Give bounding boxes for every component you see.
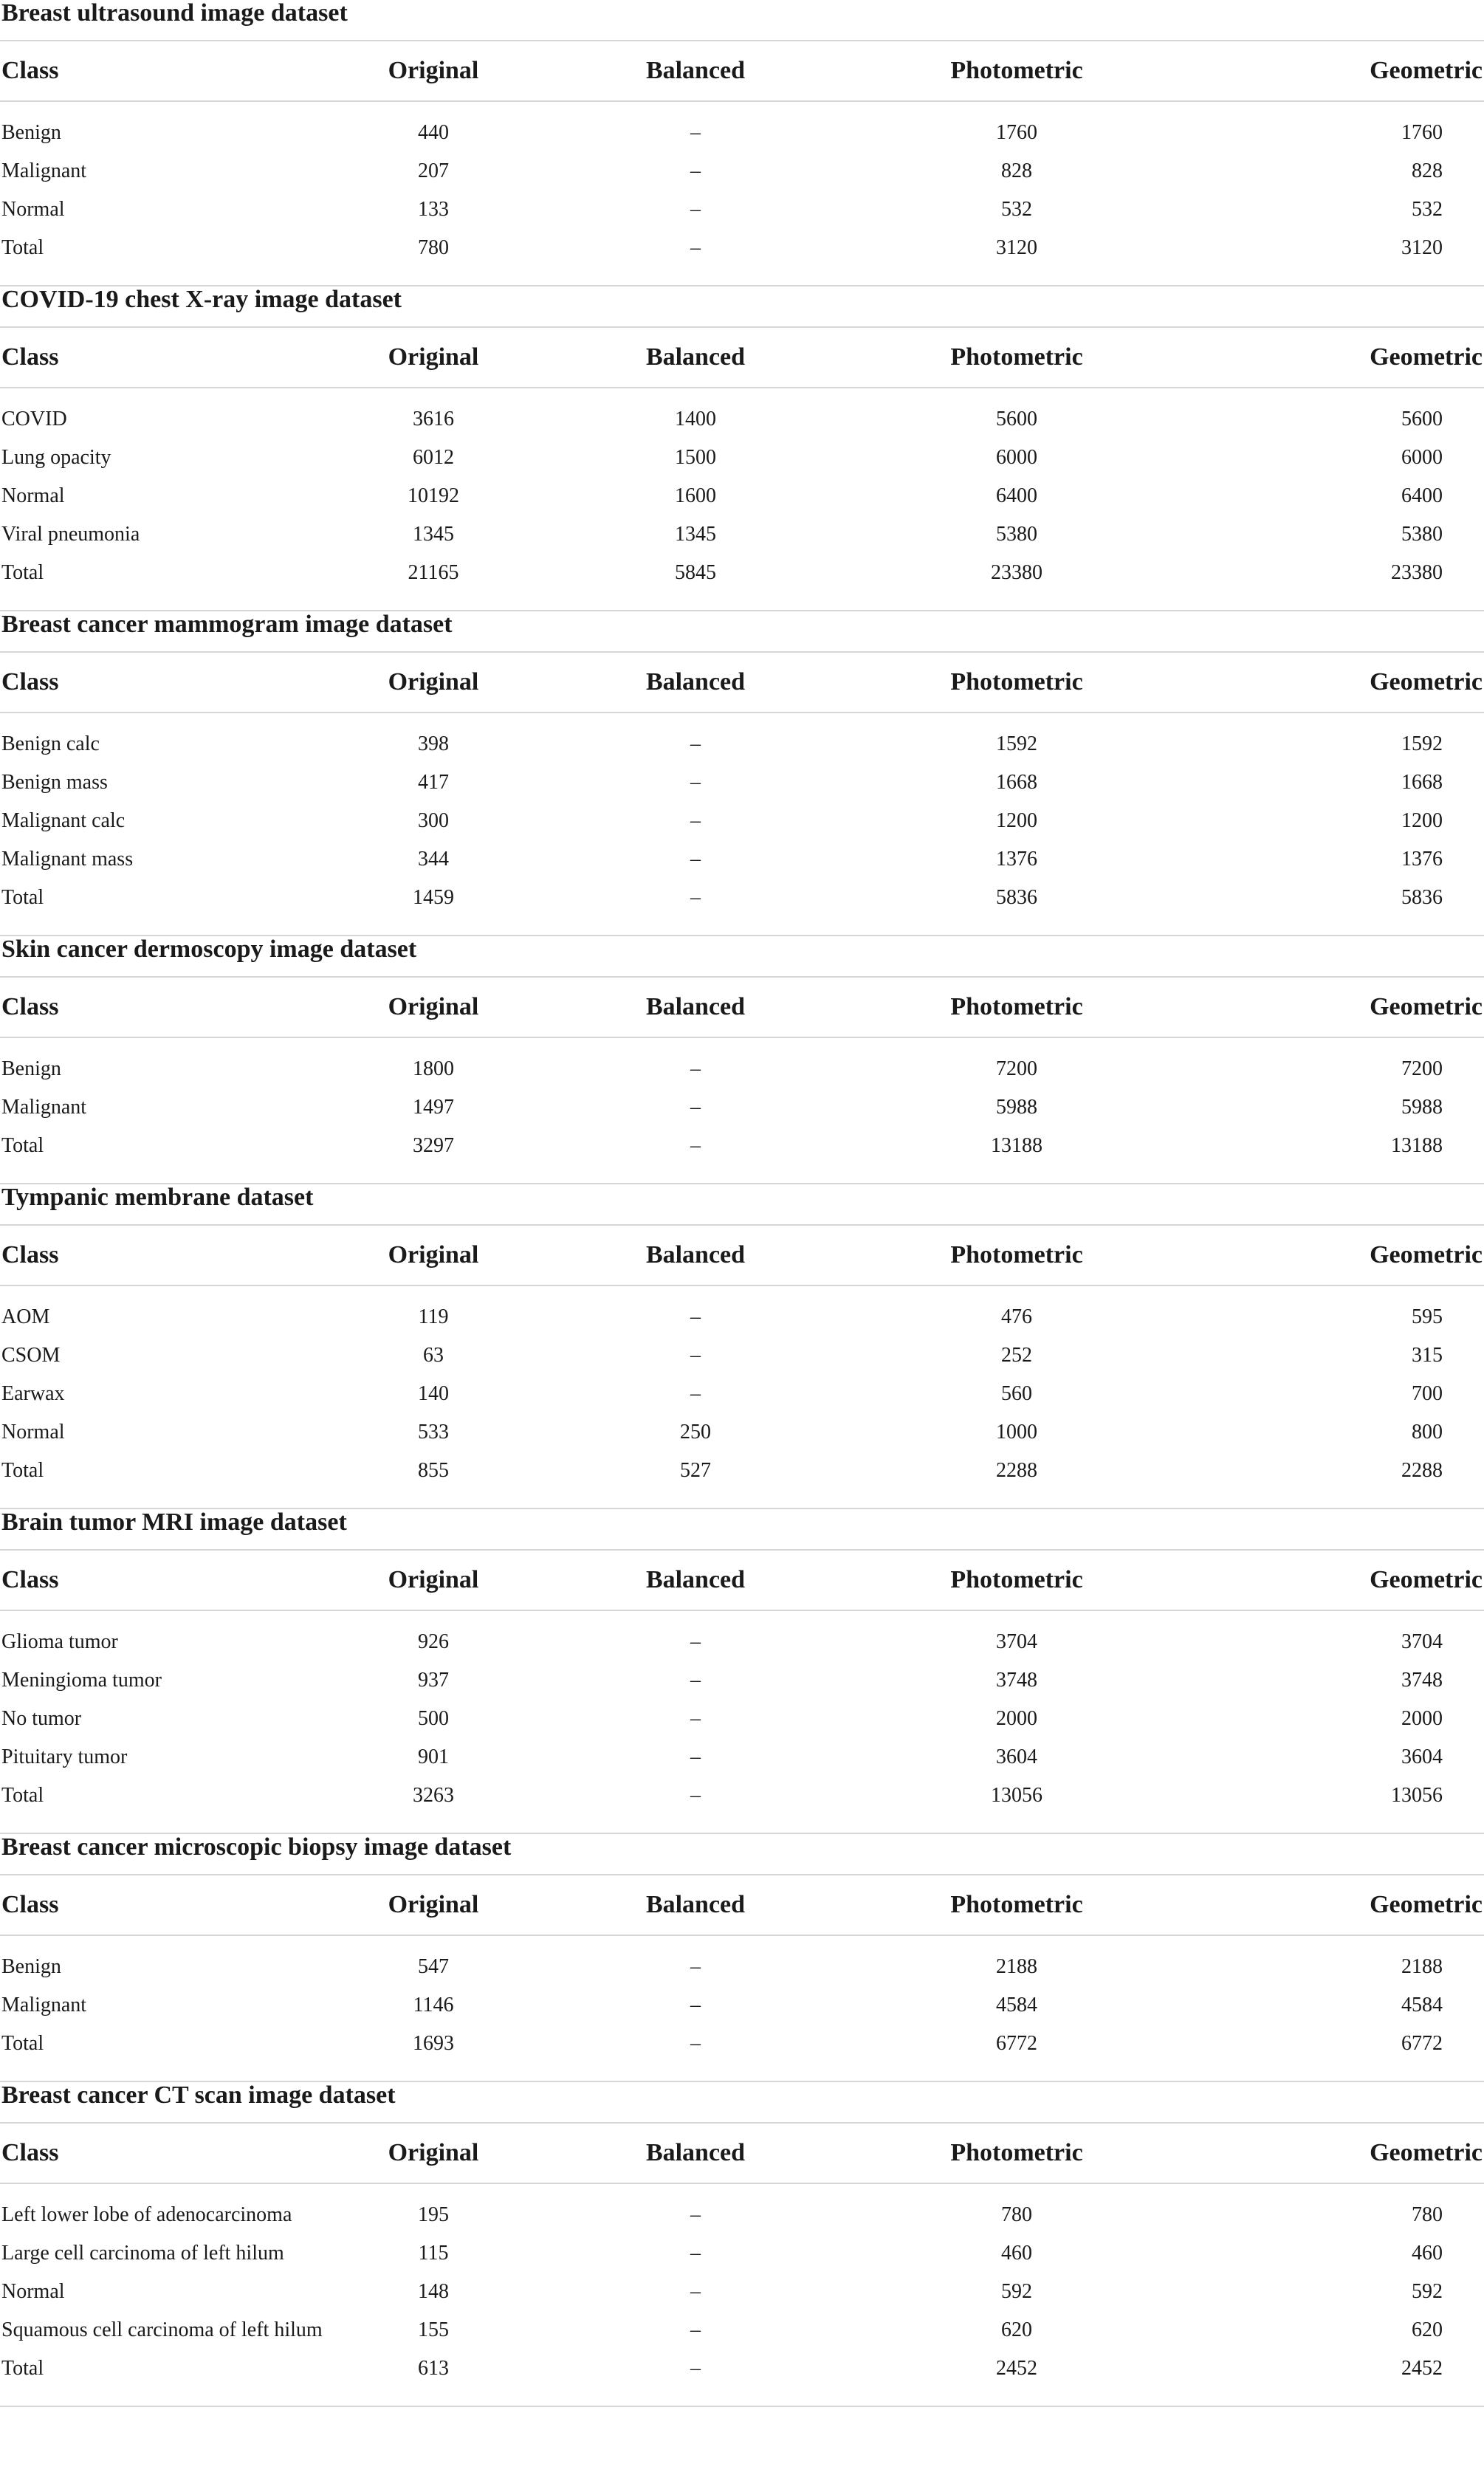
table-cell: 547 [418, 1955, 449, 1978]
table-cell: 780 [1001, 2203, 1032, 2226]
table-cell: 417 [418, 771, 449, 794]
table-row [0, 439, 1484, 477]
table-cell: – [690, 1305, 701, 1328]
table-cell: 4584 [996, 1994, 1037, 2016]
table-cell: – [690, 886, 701, 909]
section-title: Tympanic membrane dataset [0, 1184, 1484, 1226]
column-header: Class [1, 668, 59, 696]
table-cell: 700 [1412, 1382, 1443, 1405]
table-cell: 6000 [996, 446, 1037, 469]
table-body [0, 1611, 1484, 1834]
table-cell: 344 [418, 848, 449, 871]
column-header-row [0, 653, 1484, 713]
table-cell: – [690, 1382, 701, 1405]
table-cell: 148 [418, 2280, 449, 2303]
dataset-section [0, 2082, 1484, 2407]
table-cell: – [690, 2242, 701, 2265]
table-cell: Lung opacity [1, 446, 111, 469]
table-cell: 119 [418, 1305, 449, 1328]
table-row [0, 2311, 1484, 2349]
table-cell: Benign mass [1, 771, 108, 794]
column-header: Original [388, 668, 479, 696]
table-row [0, 1336, 1484, 1375]
table-cell: 3748 [1401, 1669, 1443, 1692]
table-row [0, 1738, 1484, 1777]
table-cell: 1200 [996, 809, 1037, 832]
table-cell: – [690, 1057, 701, 1080]
column-header: Original [388, 1891, 479, 1918]
table-row [0, 114, 1484, 152]
table-cell: Normal [1, 1421, 65, 1444]
table-cell: Viral pneumonia [1, 523, 140, 546]
table-row [0, 554, 1484, 592]
section-title: Breast cancer mammogram image dataset [0, 611, 1484, 653]
table-cell: Benign [1, 121, 61, 144]
table-cell: 5836 [996, 886, 1037, 909]
table-cell: Pituitary tumor [1, 1745, 128, 1768]
table-row [0, 1298, 1484, 1336]
column-header: Geometric [1370, 1566, 1483, 1593]
table-cell: Malignant [1, 1096, 87, 1119]
table-cell: 5380 [1401, 523, 1443, 546]
table-cell: 3120 [996, 236, 1037, 259]
table-cell: 155 [418, 2318, 449, 2341]
table-cell: 613 [418, 2357, 449, 2380]
column-header-row [0, 1875, 1484, 1936]
table-cell: 828 [1412, 159, 1443, 182]
column-header: Balanced [645, 2139, 746, 2166]
table-cell: 532 [1001, 198, 1032, 221]
table-row [0, 1700, 1484, 1738]
table-row [0, 1375, 1484, 1413]
table-cell: 140 [418, 1382, 449, 1405]
table-cell: 3748 [996, 1669, 1037, 1692]
column-header: Geometric [1370, 2139, 1483, 2166]
table-cell: – [690, 732, 701, 755]
table-row [0, 2234, 1484, 2273]
table-cell: Total [1, 1459, 44, 1482]
column-header-row [0, 1226, 1484, 1286]
table-cell: 1760 [1401, 121, 1443, 144]
table-cell: 13188 [991, 1134, 1042, 1157]
column-header: Balanced [645, 993, 746, 1020]
table-cell: Large cell carcinoma of left hilum [1, 2242, 284, 2265]
table-row [0, 229, 1484, 267]
table-cell: 1668 [996, 771, 1037, 794]
column-header-row [0, 2124, 1484, 2184]
table-cell: 1376 [996, 848, 1037, 871]
table-cell: Earwax [1, 1382, 65, 1405]
column-header: Balanced [645, 1241, 746, 1269]
table-cell: Total [1, 236, 44, 259]
table-cell: – [690, 1630, 701, 1653]
section-title: Breast ultrasound image dataset [0, 0, 1484, 41]
table-cell: 23380 [991, 561, 1042, 584]
column-header: Geometric [1370, 343, 1483, 371]
column-header: Original [388, 57, 479, 84]
table-cell: – [690, 2032, 701, 2055]
table-row [0, 840, 1484, 879]
table-cell: 1800 [413, 1057, 454, 1080]
table-body [0, 102, 1484, 286]
table-cell: – [690, 1784, 701, 1807]
column-header: Class [1, 57, 59, 84]
table-cell: – [690, 848, 701, 871]
column-header: Class [1, 1566, 59, 1593]
table-cell: Benign [1, 1057, 61, 1080]
table-cell: 937 [418, 1669, 449, 1692]
table-cell: 3604 [996, 1745, 1037, 1768]
table-cell: 926 [418, 1630, 449, 1653]
table-row [0, 2273, 1484, 2311]
table-cell: 532 [1412, 198, 1443, 221]
table-cell: 828 [1001, 159, 1032, 182]
table-cell: 2000 [996, 1707, 1037, 1730]
column-header: Photometric [950, 1241, 1083, 1269]
table-cell: 6772 [996, 2032, 1037, 2055]
table-cell: 2452 [996, 2357, 1037, 2380]
table-cell: 6000 [1401, 446, 1443, 469]
table-cell: 595 [1412, 1305, 1443, 1328]
table-cell: – [690, 1344, 701, 1367]
table-row [0, 1661, 1484, 1700]
dataset-section [0, 0, 1484, 286]
table-cell: Total [1, 2357, 44, 2380]
table-cell: 620 [1001, 2318, 1032, 2341]
table-cell: 592 [1412, 2280, 1443, 2303]
table-cell: AOM [1, 1305, 50, 1328]
table-cell: 207 [418, 159, 449, 182]
table-cell: 195 [418, 2203, 449, 2226]
table-cell: 1200 [1401, 809, 1443, 832]
table-row [0, 725, 1484, 763]
table-body [0, 2184, 1484, 2407]
table-cell: 460 [1412, 2242, 1443, 2265]
table-cell: 800 [1412, 1421, 1443, 1444]
table-cell: – [690, 2357, 701, 2380]
table-cell: 13056 [991, 1784, 1042, 1807]
table-cell: 592 [1001, 2280, 1032, 2303]
table-cell: 3297 [413, 1134, 454, 1157]
dataset-section [0, 1509, 1484, 1834]
table-row [0, 1413, 1484, 1452]
table-cell: 2188 [1401, 1955, 1443, 1978]
section-title: Breast cancer microscopic biopsy image dataset [0, 1834, 1484, 1875]
table-cell: 1592 [1401, 732, 1443, 755]
table-cell: 133 [418, 198, 449, 221]
section-title: Breast cancer CT scan image dataset [0, 2082, 1484, 2124]
table-cell: 21165 [408, 561, 459, 584]
column-header: Geometric [1370, 1241, 1483, 1269]
table-cell: – [690, 1745, 701, 1768]
table-cell: – [690, 1955, 701, 1978]
table-cell: 1459 [413, 886, 454, 909]
table-cell: Normal [1, 2280, 65, 2303]
table-cell: – [690, 236, 701, 259]
table-cell: 533 [418, 1421, 449, 1444]
column-header: Geometric [1370, 993, 1483, 1020]
table-cell: 4584 [1401, 1994, 1443, 2016]
column-header: Class [1, 343, 59, 371]
table-cell: – [690, 771, 701, 794]
column-header: Photometric [950, 993, 1083, 1020]
dataset-section [0, 936, 1484, 1184]
table-cell: – [690, 2203, 701, 2226]
table-cell: 1497 [413, 1096, 454, 1119]
dataset-section [0, 611, 1484, 936]
column-header: Balanced [645, 1891, 746, 1918]
column-header-row [0, 1551, 1484, 1611]
table-cell: 5380 [996, 523, 1037, 546]
column-header: Photometric [950, 57, 1083, 84]
table-cell: 2288 [1401, 1459, 1443, 1482]
table-row [0, 2025, 1484, 2063]
table-cell: 6400 [1401, 484, 1443, 507]
table-cell: Glioma tumor [1, 1630, 118, 1653]
table-cell: 2452 [1401, 2357, 1443, 2380]
column-header: Original [388, 2139, 479, 2166]
table-row [0, 1948, 1484, 1986]
table-cell: 780 [1412, 2203, 1443, 2226]
table-cell: 3704 [1401, 1630, 1443, 1653]
table-cell: CSOM [1, 1344, 61, 1367]
column-header-row [0, 41, 1484, 102]
column-header: Geometric [1370, 668, 1483, 696]
table-cell: 560 [1001, 1382, 1032, 1405]
column-header: Original [388, 1241, 479, 1269]
table-row [0, 1777, 1484, 1815]
table-row [0, 1050, 1484, 1088]
table-cell: – [690, 2280, 701, 2303]
table-cell: 13188 [1391, 1134, 1443, 1157]
table-cell: 300 [418, 809, 449, 832]
table-cell: Total [1, 1784, 44, 1807]
table-row [0, 1452, 1484, 1490]
table-row [0, 400, 1484, 439]
table-cell: 1600 [675, 484, 716, 507]
table-cell: 780 [418, 236, 449, 259]
table-cell: 252 [1001, 1344, 1032, 1367]
table-cell: Malignant mass [1, 848, 134, 871]
table-cell: Left lower lobe of adenocarcinoma [1, 2203, 292, 2226]
table-row [0, 1986, 1484, 2025]
table-cell: – [690, 1994, 701, 2016]
column-header: Balanced [645, 57, 746, 84]
table-row [0, 477, 1484, 515]
table-cell: 115 [418, 2242, 449, 2265]
table-cell: 1345 [413, 523, 454, 546]
table-cell: Normal [1, 198, 65, 221]
table-cell: Malignant [1, 159, 87, 182]
table-row [0, 2349, 1484, 2388]
table-cell: – [690, 809, 701, 832]
table-body [0, 713, 1484, 936]
table-cell: 476 [1001, 1305, 1032, 1328]
column-header-row [0, 978, 1484, 1038]
table-cell: No tumor [1, 1707, 82, 1730]
table-row [0, 152, 1484, 190]
section-title: Brain tumor MRI image dataset [0, 1509, 1484, 1551]
table-cell: 1345 [675, 523, 716, 546]
table-cell: – [690, 198, 701, 221]
table-cell: 500 [418, 1707, 449, 1730]
column-header: Photometric [950, 668, 1083, 696]
column-header: Original [388, 993, 479, 1020]
table-cell: 13056 [1391, 1784, 1443, 1807]
table-row [0, 2196, 1484, 2234]
table-row [0, 802, 1484, 840]
table-cell: – [690, 1096, 701, 1119]
table-cell: Total [1, 1134, 44, 1157]
column-header: Balanced [645, 668, 746, 696]
column-header: Balanced [645, 343, 746, 371]
table-cell: Total [1, 561, 44, 584]
table-cell: 2288 [996, 1459, 1037, 1482]
column-header: Photometric [950, 343, 1083, 371]
table-row [0, 1623, 1484, 1661]
table-cell: 1000 [996, 1421, 1037, 1444]
dataset-section [0, 286, 1484, 611]
table-cell: Benign [1, 1955, 61, 1978]
table-cell: Malignant calc [1, 809, 126, 832]
section-title: Skin cancer dermoscopy image dataset [0, 936, 1484, 978]
table-cell: Total [1, 886, 44, 909]
table-cell: 460 [1001, 2242, 1032, 2265]
table-cell: Normal [1, 484, 65, 507]
table-cell: 5836 [1401, 886, 1443, 909]
table-cell: – [690, 159, 701, 182]
table-cell: 6400 [996, 484, 1037, 507]
table-cell: 1376 [1401, 848, 1443, 871]
table-cell: 250 [680, 1421, 711, 1444]
table-cell: 7200 [1401, 1057, 1443, 1080]
table-cell: 1500 [675, 446, 716, 469]
table-cell: 7200 [996, 1057, 1037, 1080]
table-body [0, 1286, 1484, 1509]
column-header: Balanced [645, 1566, 746, 1593]
table-cell: 3263 [413, 1784, 454, 1807]
table-cell: Squamous cell carcinoma of left hilum [1, 2318, 323, 2341]
table-cell: 1146 [413, 1994, 454, 2016]
table-cell: 6772 [1401, 2032, 1443, 2055]
table-cell: 901 [418, 1745, 449, 1768]
table-cell: 855 [418, 1459, 449, 1482]
column-header: Original [388, 1566, 479, 1593]
table-cell: Malignant [1, 1994, 87, 2016]
table-cell: 2188 [996, 1955, 1037, 1978]
table-cell: – [690, 121, 701, 144]
column-header: Photometric [950, 1566, 1083, 1593]
table-cell: – [690, 2318, 701, 2341]
table-cell: 527 [680, 1459, 711, 1482]
table-body [0, 1936, 1484, 2082]
table-cell: 6012 [413, 446, 454, 469]
column-header: Photometric [950, 1891, 1083, 1918]
table-row [0, 1088, 1484, 1127]
table-row [0, 515, 1484, 554]
table-cell: 2000 [1401, 1707, 1443, 1730]
column-header-row [0, 328, 1484, 388]
column-header: Class [1, 993, 59, 1020]
table-cell: 3604 [1401, 1745, 1443, 1768]
table-cell: 1668 [1401, 771, 1443, 794]
table-body [0, 1038, 1484, 1184]
table-cell: 3616 [413, 408, 454, 430]
table-cell: 10192 [408, 484, 459, 507]
table-cell: 620 [1412, 2318, 1443, 2341]
table-cell: – [690, 1134, 701, 1157]
table-cell: 3120 [1401, 236, 1443, 259]
table-cell: COVID [1, 408, 67, 430]
column-header: Class [1, 1241, 59, 1269]
table-cell: 440 [418, 121, 449, 144]
table-cell: Meningioma tumor [1, 1669, 162, 1692]
table-cell: 5988 [996, 1096, 1037, 1119]
table-cell: 5600 [996, 408, 1037, 430]
table-cell: Benign calc [1, 732, 100, 755]
table-cell: – [690, 1669, 701, 1692]
column-header: Geometric [1370, 1891, 1483, 1918]
table-cell: 1592 [996, 732, 1037, 755]
column-header: Class [1, 2139, 59, 2166]
table-cell: 315 [1412, 1344, 1443, 1367]
table-cell: Total [1, 2032, 44, 2055]
column-header: Geometric [1370, 57, 1483, 84]
table-cell: 1400 [675, 408, 716, 430]
table-cell: 63 [423, 1344, 444, 1367]
dataset-section [0, 1834, 1484, 2082]
table-row [0, 879, 1484, 917]
column-header: Class [1, 1891, 59, 1918]
table-cell: 23380 [1391, 561, 1443, 584]
column-header: Photometric [950, 2139, 1083, 2166]
table-row [0, 1127, 1484, 1165]
table-cell: 398 [418, 732, 449, 755]
table-cell: 3704 [996, 1630, 1037, 1653]
table-cell: – [690, 1707, 701, 1730]
table-cell: 5600 [1401, 408, 1443, 430]
section-title: COVID-19 chest X-ray image dataset [0, 286, 1484, 328]
table-body [0, 388, 1484, 611]
table-row [0, 763, 1484, 802]
table-cell: 1693 [413, 2032, 454, 2055]
table-cell: 5845 [675, 561, 716, 584]
table-cell: 1760 [996, 121, 1037, 144]
dataset-section [0, 1184, 1484, 1509]
column-header: Original [388, 343, 479, 371]
table-row [0, 190, 1484, 229]
table-cell: 5988 [1401, 1096, 1443, 1119]
